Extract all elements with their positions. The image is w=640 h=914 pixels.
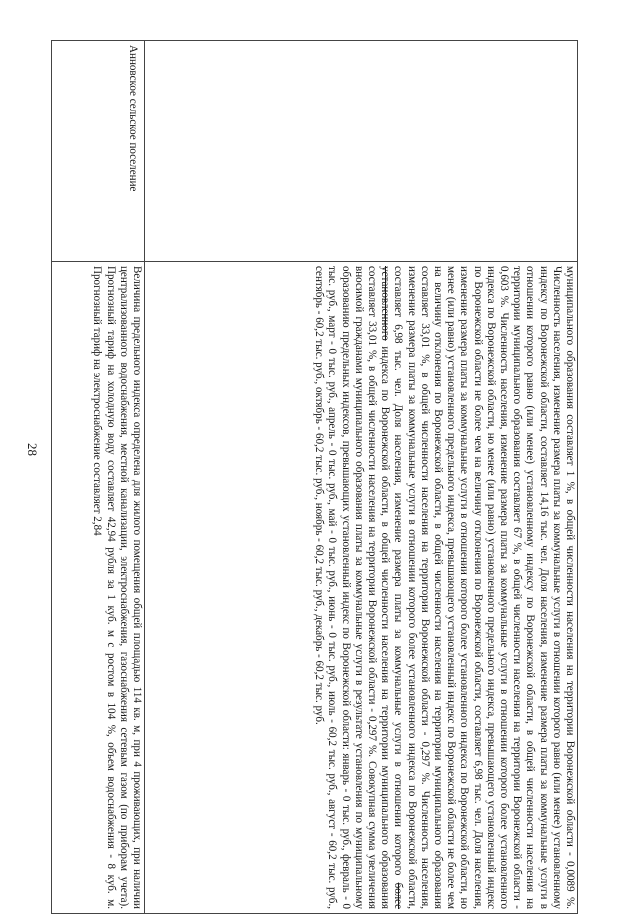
table-row [52,41,145,914]
description-text: Величина предельного индекса определена для жилого помещения общей площадью 114 кв. м, при 4 проживающих, при наличии централизованного водоснабжения, местной канализации, электроснабжения, газоснабжения сетевым газом (по приборам учета). Прогнозный тариф на холодную воду составляет 42,94 рубля за 1 куб. м с ростом в 104 %, объем водоснабжения - 8 куб. м. Прогнозный тариф на электроснабжение составляет 2,84 [91,266,143,909]
description-cell [52,262,145,914]
municipality-cell [145,41,578,262]
description-cell [145,262,578,914]
municipality-name: Анновское сельское поселение [127,45,139,192]
table-row [145,41,578,914]
index-table [51,40,578,914]
description-text [312,266,576,909]
description-paragraph: муниципального образования составляет 1 %, в общей численности населения на территории Воронежской области - 0,0089 %. Численность населения, изменение размера платы за коммунальные услуги в отношении которого равно (или менее) установленному индексу по Воронежской области, составляет 14,16 тыс. чел. Доля населения, изменение размера платы за коммунальные услуги в отношении которого равно (или менее) установленному индексу по Воронежской области, в общей численности населения на территории муниципального образования составляет 67 %, в общей численности населения на территории Воронежской области - 0,603 %. Численность населения, изменение размера платы за коммунальные услуги в отношении которого более установленного индекса по Воронежской области, но менее (или равно) установленного предельного индекса, превышающего установленный индекс по Воронежской области не более чем на величину отклонения по Воронежской области, составляет 6,98 тыс. чел. Доля населения, изменение размера платы за коммунальные услуги в отношении которого более установленного индекса по Воронежской области, но менее (или равно) установленного предельного индекса, превышающего установленный индекс по Воронежской области не более чем на величину отклонения по Воронежской области, в общей численности населения на территории муниципального образования составляет 33,01 %, в общей численности населения на территории Воронежской области - 0,297 %. Численность населения, изменение размера платы за коммунальные услуги в отношении которого более установленного индекса по Воронежской области, составляет 6,98 тыс. чел. Доля населения, изменение размера платы за коммунальные услуги в отношении которого [392,266,576,909]
rotated-table [58,40,578,910]
page-number: 28 [25,443,40,456]
municipality-cell [52,41,145,262]
struck-text: более установленного [379,266,405,910]
description-continuation: индекса по Воронежской области, в общей численности населения на территории муниципального образования составляет 33,01 %, в общей численности населения на территории Воронежской области - 0,297 %. Совокупная сумма увеличения вносимой гражданами муниципального образования платы за коммунальные услуги в результате установления по муниципальному образованию предельных индексов, превышающих установленный индекс по Воронежской области: январь - 0 тыс. руб., февраль - 0 тыс. руб., март - 0 тыс. руб., апрель - 0 тыс. руб., май - 0 тыс. руб., июнь - 0 тыс. руб., июль - 60,2 тыс. руб., август - 60,2 тыс. руб., сентябрь - 60,2 тыс. руб., октябрь - 60,2 тыс. руб., ноябрь - 60,2 тыс. руб., декабрь - 60,2 тыс. руб. [313,266,392,909]
